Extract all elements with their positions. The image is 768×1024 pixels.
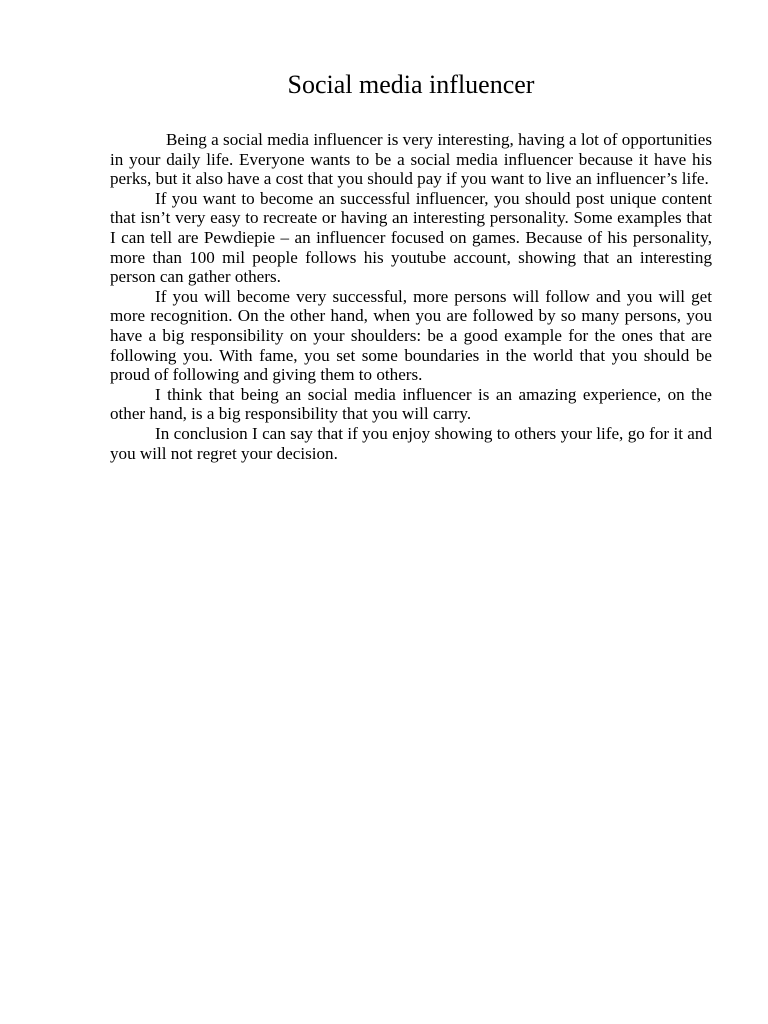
paragraph-1: Being a social media influencer is very interesting, having a lot of opportunities in your daily life. Everyone wants to be a social media influencer because it have his perks, but it also have a cost that you should pay if you want to live an influencer’s life.: [110, 130, 712, 189]
paragraph-2: If you want to become an successful influencer, you should post unique content that isn’t very easy to recreate or having an interesting personality. Some examples that I can tell are Pewdiepie – an influencer focused on games. Because of his personality, more than 100 mil people follows his youtube account, showing that an interesting person can gather others.: [110, 188, 712, 287]
document-body: [110, 130, 712, 463]
document-title: Social media influencer: [287, 70, 535, 99]
paragraph-4: I think that being an social media influencer is an amazing experience, on the other hand, is a big responsibility that you will carry.: [110, 384, 712, 424]
paragraph-5: In conclusion I can say that if you enjoy showing to others your life, go for it and you will not regret your decision.: [110, 423, 712, 463]
paragraph-3: If you will become very successful, more persons will follow and you will get more recognition. On the other hand, when you are followed by so many persons, you have a big responsibility on your shoulders: be a good example for the ones that are following you. With fame, you set some boundaries in the world that you should be proud of following and giving them to others.: [110, 286, 712, 385]
